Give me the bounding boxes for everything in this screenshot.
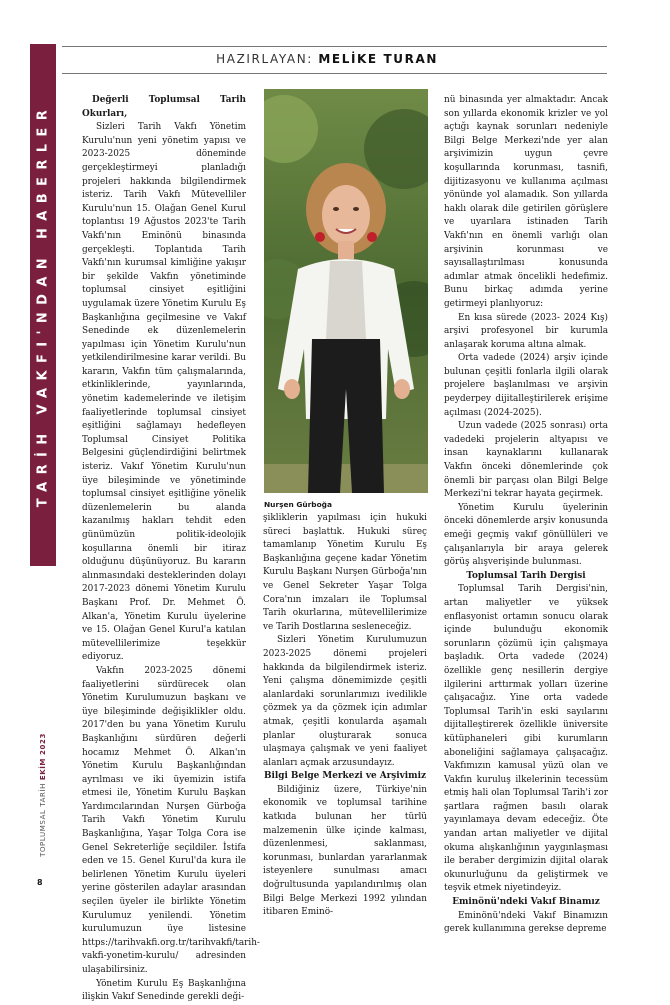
paragraph: şikliklerin yapılması için hukuki süreci başlattık. Hukuki süreç tamamlanıp Yönetim Kurulu Eş Başkanlığına geçene kadar Yönetim Kurulu Başkanı Nurşen Gürboğa'nın ve Genel Sekreter Yaşar Tolga Cora'nın imzaları ile Toplumsal Tarih okurlarına, mütevellilerimize ve Tarih Dostlarına sesleneceğiz. (263, 513, 427, 632)
paragraph: Yönetim Kurulu üyelerinin önceki dönemlerde arşiv konusunda emeği geçmiş vakıf gönüllüleri ve çalışanlarıyla bir araya gelerek görüş alışverişinde bulunması. (444, 502, 608, 568)
header-rule-bottom (62, 73, 607, 74)
paragraph: Vakfın 2023-2025 dönemi faaliyetlerini sürdürecek olan Yönetim Kurulumuzun başkanı ve üye bileşiminde değişiklikler oldu. 2017'den bu yana Yönetim Kurulu Başkanlığını sürdüren değerli hocamız Mehmet Ö. Alkan'ın Yönetim Kurulu Başkanlığından ayrılması ve iki üyemizin istifa etmesi ile, Yönetim Kurulu Başkan Yardımcılarından Nurşen Gürboğa Tarih Vakfı Yönetim Kurulu Başkanlığına, Yaşar Tolga Cora ise Genel Sekreterliğe seçildiler. İstifa eden ve 15. Genel Kurul'da kura ile belirlenen Yönetim Kurulu üyeleri yerine gösterilen adaylar arasından seçilen üyeler ile birlikte Yönetim Kurulumuz yenilendi. Yönetim kurulumuzun üye listesine https://tarihvakfi.org.tr/tarihvakfi/tarih-vakfi-yonetim-kurulu/ adresinden ulaşabilirsiniz. (82, 665, 260, 975)
paragraph: Yönetim Kurulu Eş Başkanlığına ilişkin Vakıf Senedinde gerekli deği- (82, 978, 246, 1003)
magazine-name: TOPLUMSAL TARİH (39, 783, 47, 857)
portrait-image (264, 89, 428, 493)
section-title: TARİH VAKFI'NDAN HABERLER (35, 102, 51, 508)
author-label: HAZIRLAYAN: (216, 52, 313, 66)
author-name: MELİKE TURAN (318, 52, 438, 66)
paragraph: Sizleri Yönetim Kurulumuzun 2023-2025 dönemi projeleri hakkında da bilgilendirmek isteriz. Yeni çalışma dönemimizde çeşitli alanlardaki sorunlarımızı ivedilikle çözmek ya da çözmek için adımlar atmak, çeşitli konularda aşamalı planlar oluşturarak sonuca ulaşmaya çalışmak ve yeni faaliyet alanları açmak arzusundayız. (263, 635, 427, 768)
paragraph: Orta vadede (2024) arşiv içinde bulunan çeşitli fonlarla ilgili olarak projelere başlanılması ve arşivin peyderpey dijitalleştirilerek erişime açılması (2024-2025). (444, 353, 608, 418)
paragraph: Toplumsal Tarih Dergisi'nin, artan maliyetler ve yüksek enflasyonist ortamın sonucu olarak içinde bulunduğu ekonomik sorunların çözümü için çalışmaya başladık. Orta vadede (2024) özellikle genç nesillerin dergiye ilgilerini arttırmak yolları üzerine çalışacağız. Yine orta vadede Toplumsal Tarih'in eski sayılarını dijitalleştirerek özellikle üniversite kütüphaneleri gibi kurumların aboneliğini sağlamaya çalışacağız. Vakfımızın kamusal yüzü olan ve Vakfın kuruluş ilkelerinin tecessüm etmiş hali olan Toplumsal Tarih'i zor şartlara rağmen basılı olarak yayınlamaya devam edeceğiz. Öte yandan artan maliyetler ve dijital okuma alışkanlığının yaygınlaşması ile beraber dergimizin dijital olarak okunurluğunu da geliştirmek ve teşvik etmek niyetindeyiz. (444, 584, 608, 894)
article-column-2 (263, 512, 427, 918)
paragraph: Eminönü'ndeki Vakıf Binamızın gerek kullanımına gerekse depreme (444, 910, 608, 935)
paragraph: Sizleri Tarih Vakfı Yönetim Kurulu'nun yeni yönetim yapısı ve 2023-2025 döneminde gerçekleştirmeyi planladığı projeleri hakkında bilgilendirmek isteriz. Tarih Vakfı Mütevelliler Kurulu'nun 15. Olağan Genel Kurul toplantısı 19 Ağustos 2023'te Tarih Vakfı'nın Eminönü binasında gerçekleşti. Toplantıda Tarih Vakfı'nın kurumsal kimliğine yakışır bir şekilde Vakfın yönetiminde toplumsal cinsiyet eşitliğini uygulamak üzere Yönetim Kurulu Eş Başkanlığına geçilmesine ve Vakıf Senedinde ek düzenlemelerin yapılması için Yönetim Kurulu'nun yetkilendirilmesine karar verildi. Bu kararın, Vakfın tüm çalışmalarında, etkinliklerinde, yayınlarında, yönetim kademelerinde ve iletişim faaliyetlerinde toplumsal cinsiyet eşitliğini sağlamayı hedefleyen Toplumsal Cinsiyet Politika Belgesini güçlendirdiğini belirtmek isteriz. Vakıf Yönetim Kurulu'nun üye bileşiminde ve yönetiminde toplumsal cinsiyet eşitliğine yönelik düzenlemelerin bu alanda kazanılmış hakları tehdit eden günümüzün politik-ideolojik koşullarına önemli bir itiraz olduğunu düşünüyoruz. Bu kararın alınmasındaki desteklerinden dolayı 2017-2023 dönemi Yönetim Kurulu Başkanı Prof. Dr. Mehmet Ö. Alkan'a, Yönetim Kurulu üyelerine ve 15. Olağan Genel Kurul'a katılan mütevellilerimize teşekkür ediyoruz. (82, 122, 246, 663)
portrait-photo (264, 89, 428, 493)
salutation: Değerli Toplumsal Tarih Okurları, (82, 95, 246, 119)
section-heading: Toplumsal Tarih Dergisi (466, 570, 586, 581)
article-column-1 (82, 94, 260, 1003)
article-column-3 (444, 94, 608, 935)
author-header (216, 52, 438, 66)
magazine-footer (39, 733, 47, 857)
photo-caption: Nurşen Gürboğa (264, 500, 332, 509)
page-number: 8 (37, 878, 43, 887)
section-heading: Eminönü'ndeki Vakıf Binamız (452, 897, 600, 908)
paragraph: Bildiğiniz üzere, Türkiye'nin ekonomik ve toplumsal tarihine katkıda bulunan her türlü malzemenin ülke içinde kalması, düzenlenmesi, saklanması, korunması, bunlardan yararlanmak isteyenlere sunulması amacı doğrultusunda yapılandırılmış olan Bilgi Belge Merkezi 1992 yılından itibaren Eminö- (263, 784, 427, 918)
issue-date: EKİM 2023 (39, 733, 47, 781)
paragraph: nü binasında yer almaktadır. Ancak son yıllarda ekonomik krizler ve yol açtığı kaynak sorunları nedeniyle Bilgi Belge Merkezi'nde yer alan arşivimizin uygun çevre koşullarında korunması, tasnifi, dijitizasyonu ve kullanıma açılması yönünde yol alamadık. Son yıllarda haklı olarak dile getirilen görüşlere ve uyarılara istinaden Tarih Vakfı'nın en önemli varlığı olan arşivinin korunması ve sayısallaştırılması konusunda adımlar atmak öncelikli hedefimiz. Bunu birkaç adımda yerine getirmeyi planlıyoruz: (444, 95, 608, 309)
section-heading: Bilgi Belge Merkezi ve Arşivimiz (264, 771, 426, 782)
header-rule-top (62, 46, 607, 47)
paragraph: Uzun vadede (2025 sonrası) orta vadedeki projelerin altyapısı ve insan kaynaklarını kullanarak Vakfın önceki dönemlerinde çok önemli bir parçası olan Bilgi Belge Merkezi'ni tekrar hayata geçirmek. (444, 421, 608, 500)
paragraph: En kısa sürede (2023- 2024 Kış) arşivi profesyonel bir kurumla anlaşarak koruma altına almak. (444, 312, 608, 350)
